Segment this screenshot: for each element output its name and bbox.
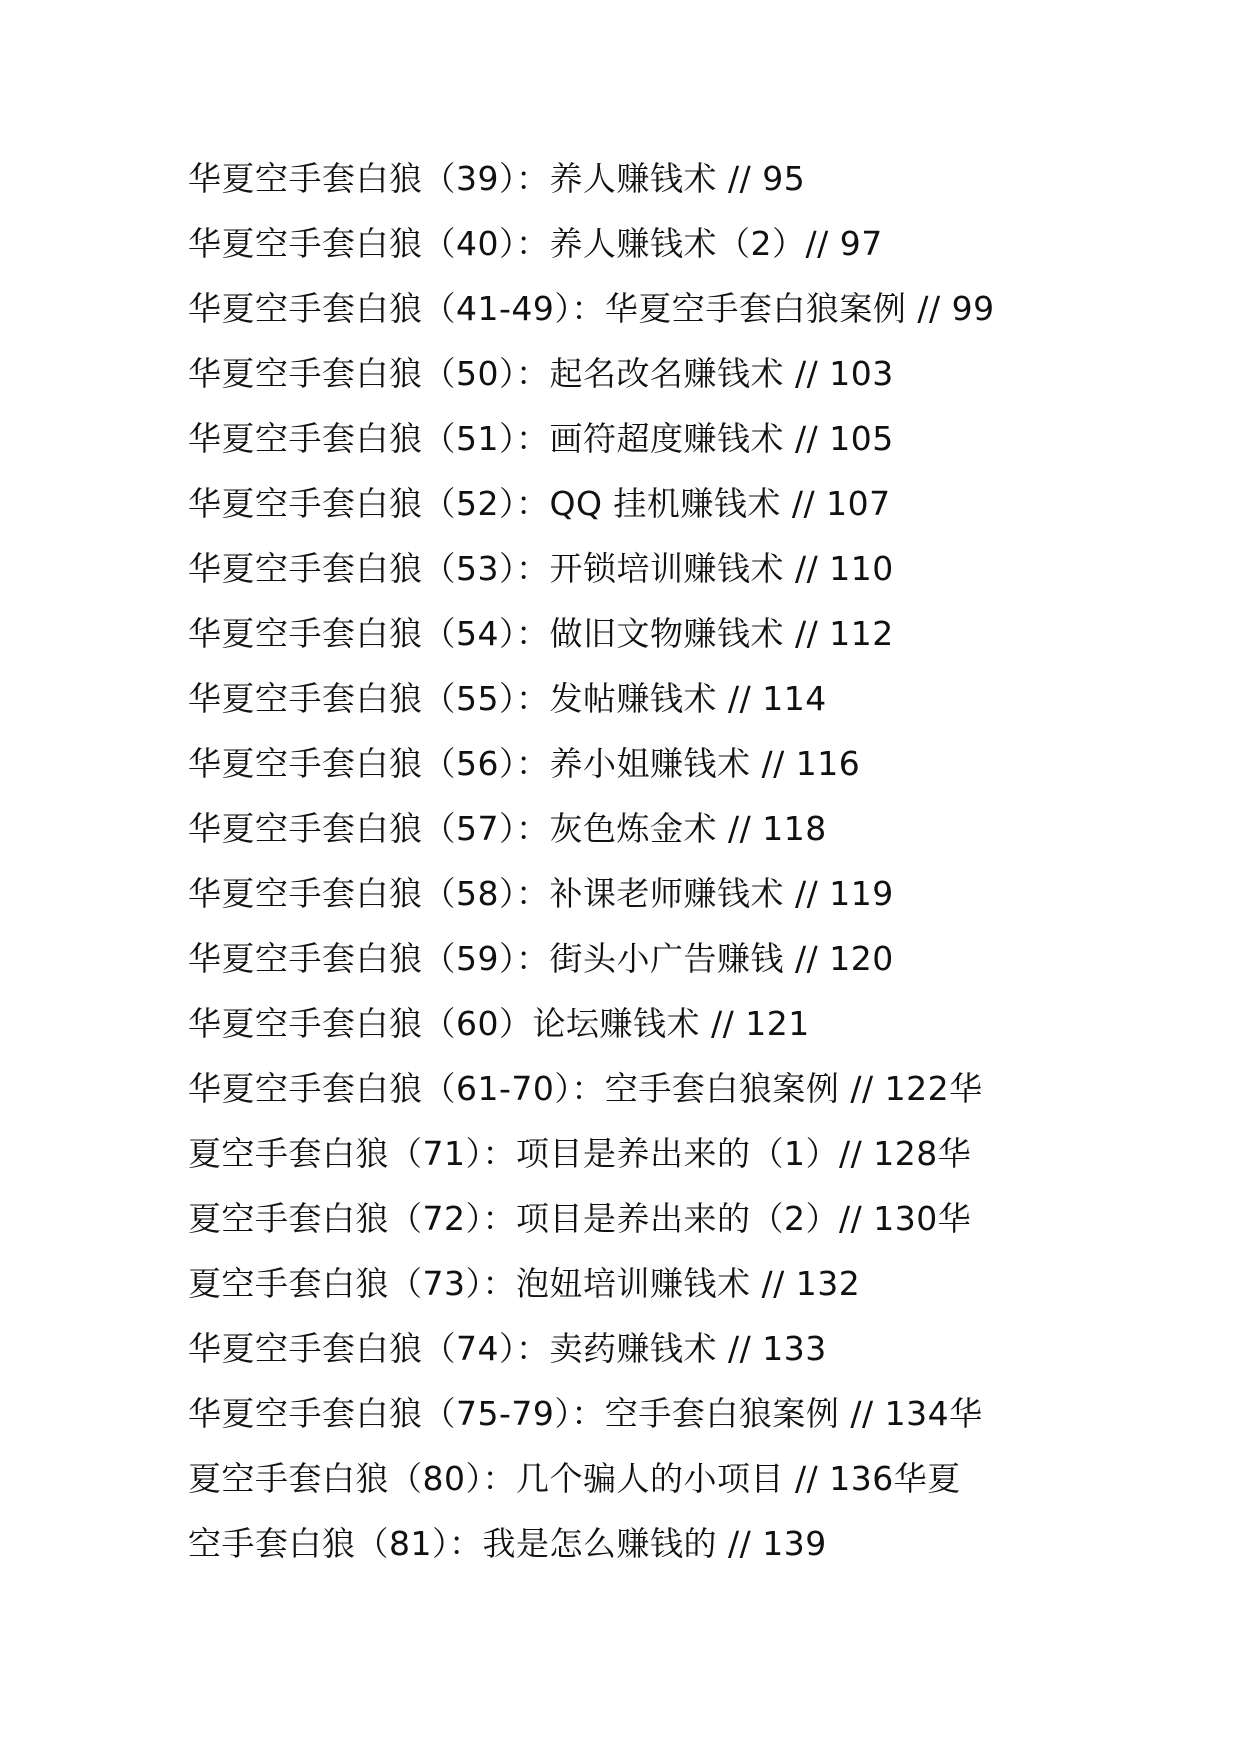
toc-line: 华夏空手套白狼（41-49）：华夏空手套白狼案例 // 99 [188,289,995,328]
toc-line: 华夏空手套白狼（50）：起名改名赚钱术 // 103 [188,354,894,393]
toc-line: 空手套白狼（81）：我是怎么赚钱的 // 139 [188,1524,827,1563]
toc-line: 华夏空手套白狼（58）：补课老师赚钱术 // 119 [188,874,894,913]
toc-line: 夏空手套白狼（71）：项目是养出来的（1）// 128华 [188,1134,972,1173]
toc-line: 夏空手套白狼（72）：项目是养出来的（2）// 130华 [188,1199,972,1238]
toc-line: 华夏空手套白狼（59）：街头小广告赚钱 // 120 [188,939,894,978]
toc-line: 华夏空手套白狼（51）：画符超度赚钱术 // 105 [188,419,894,458]
toc-line: 华夏空手套白狼（40）：养人赚钱术（2）// 97 [188,224,883,263]
table-of-contents [188,146,1068,1576]
toc-line: 夏空手套白狼（80）：几个骗人的小项目 // 136华夏 [188,1459,961,1498]
toc-line: 华夏空手套白狼（53）：开锁培训赚钱术 // 110 [188,549,894,588]
toc-line: 华夏空手套白狼（54）：做旧文物赚钱术 // 112 [188,614,894,653]
toc-line: 华夏空手套白狼（57）：灰色炼金术 // 118 [188,809,827,848]
toc-line: 华夏空手套白狼（52）：QQ 挂机赚钱术 // 107 [188,484,891,523]
toc-line: 华夏空手套白狼（61-70）：空手套白狼案例 // 122华 [188,1069,983,1108]
toc-line: 华夏空手套白狼（56）：养小姐赚钱术 // 116 [188,744,861,783]
toc-line: 华夏空手套白狼（39）：养人赚钱术 // 95 [188,159,806,198]
toc-line: 华夏空手套白狼（60）论坛赚钱术 // 121 [188,1004,810,1043]
toc-line: 华夏空手套白狼（55）：发帖赚钱术 // 114 [188,679,827,718]
toc-line: 夏空手套白狼（73）：泡妞培训赚钱术 // 132 [188,1264,861,1303]
toc-line: 华夏空手套白狼（74）：卖药赚钱术 // 133 [188,1329,827,1368]
toc-line: 华夏空手套白狼（75-79）：空手套白狼案例 // 134华 [188,1394,983,1433]
